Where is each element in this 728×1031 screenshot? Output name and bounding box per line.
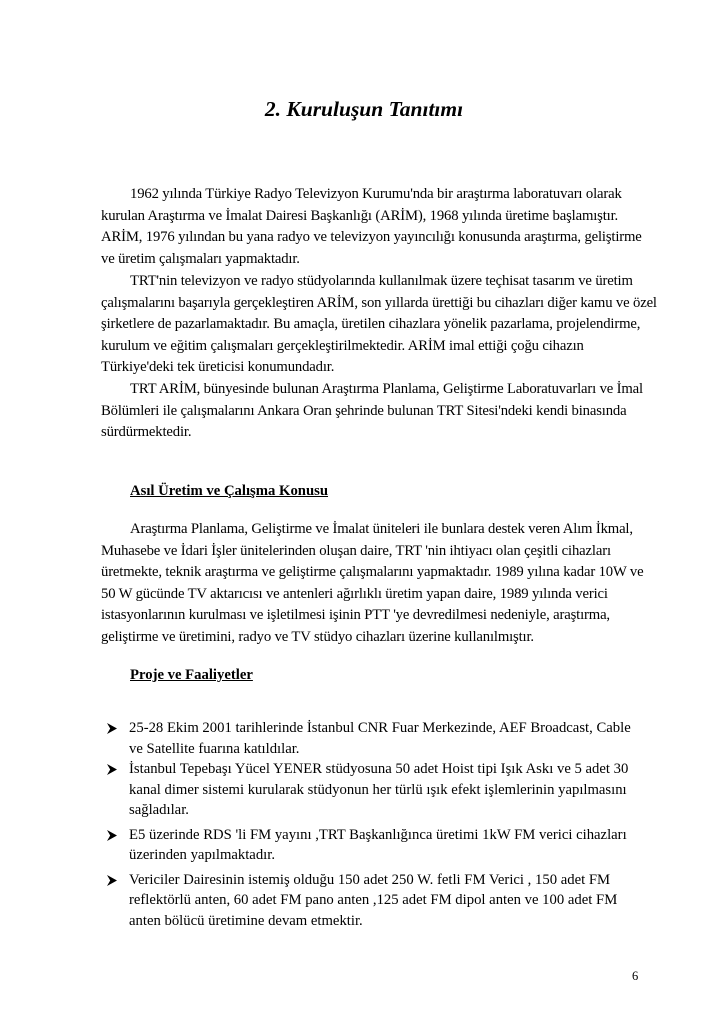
paragraph-3: TRT ARİM, bünyesinde bulunan Araştırma Planlama, Geliştirme Laboratuvarları ve İmal Bölümleri ile çalışmalarını Ankara Oran şehrinde bulunan TRT Sitesi'ndeki kendi binasında sürdürmektedir. [101,381,643,441]
arrow-right-bullet-icon [107,723,117,734]
list-item-text: E5 üzerinde RDS 'li FM yayını ,TRT Başkanlığınca üretimi 1kW FM verici cihazları üzerinden yapılmaktadır. [129,826,627,863]
paragraph-production: Araştırma Planlama, Geliştirme ve İmalat üniteleri ile bunlara destek veren Alım İkmal, Muhasebe ve İdari İşler ünitelerinden oluşan daire, TRT 'nin ihtiyacı olan çeşitli cihazları üretmekte, teknik araştırma ve geliştirme çalışmalarını yapmaktadır. 1989 yılına kadar 10W ve 50 W gücünde TV aktarıcısı ve antenleri ağırlıklı üretim yapan daire, 1989 yılında verici istasyonlarının kurulması ve işletilmesi işinin PTT 'ye devredilmesi nedeniyle, araştırma, geliştirme ve üretimini, radyo ve TV stüdyo cihazları üzerine kullanılmıştır. [101,521,644,645]
project-list [107,718,647,931]
list-item-text: İstanbul Tepebaşı Yücel YENER stüdyosuna 50 adet Hoist tipi Işık Askı ve 5 adet 30 kanal dimer sistemi kurularak stüdyonun her türlü ışık efekt işlemlerinin yapılmasını sağladılar. [129,761,629,818]
list-item [107,870,647,932]
arrow-right-bullet-icon [107,875,117,886]
page-number: 6 [632,969,639,983]
page-title: 2. Kuruluşun Tanıtımı [264,97,464,121]
list-item-text: 25-28 Ekim 2001 tarihlerinde İstanbul CNR Fuar Merkezinde, AEF Broadcast, Cable ve Satellite fuarına katıldılar. [129,720,631,757]
section-heading-projects: Proje ve Faaliyetler [130,667,253,683]
list-item [107,718,647,759]
list-item-text: Vericiler Dairesinin istemiş olduğu 150 adet 250 W. fetli FM Verici , 150 adet FM reflektörlü anten, 60 adet FM pano anten ,125 adet FM dipol anten ve 100 adet FM anten bölücü üretimine devam etmektir. [129,871,618,929]
list-item [107,825,647,866]
arrow-right-bullet-icon [107,830,117,841]
list-item [107,759,647,821]
paragraph-1: 1962 yılında Türkiye Radyo Televizyon Kurumu'nda bir araştırma laboratuvarı olarak kurulan Araştırma ve İmalat Dairesi Başkanlığı (ARİM), 1968 yılında üretime başlamıştır. ARİM, 1976 yılından bu yana radyo ve televizyon yayıncılığı konusunda araştırma, geliştirme ve üretim çalışmaları yapmaktadır. [101,186,642,267]
paragraph-2: TRT'nin televizyon ve radyo stüdyolarında kullanılmak üzere teçhisat tasarım ve üretim çalışmalarını başarıyla gerçekleştiren ARİM, son yıllarda ürettiği bu cihazları diğer kamu ve özel şirketlere de pazarlamaktadır. Bu amaçla, üretilen cihazlara yönelik pazarlama, projelendirme, kurulum ve eğitim çalışmaları gerçekleştirilmektedir. ARİM imal ettiği çoğu cihazın Türkiye'deki tek üreticisi konumundadır. [101,273,657,376]
arrow-right-bullet-icon [107,764,117,775]
section-heading-production: Asıl Üretim ve Çalışma Konusu [130,483,329,499]
